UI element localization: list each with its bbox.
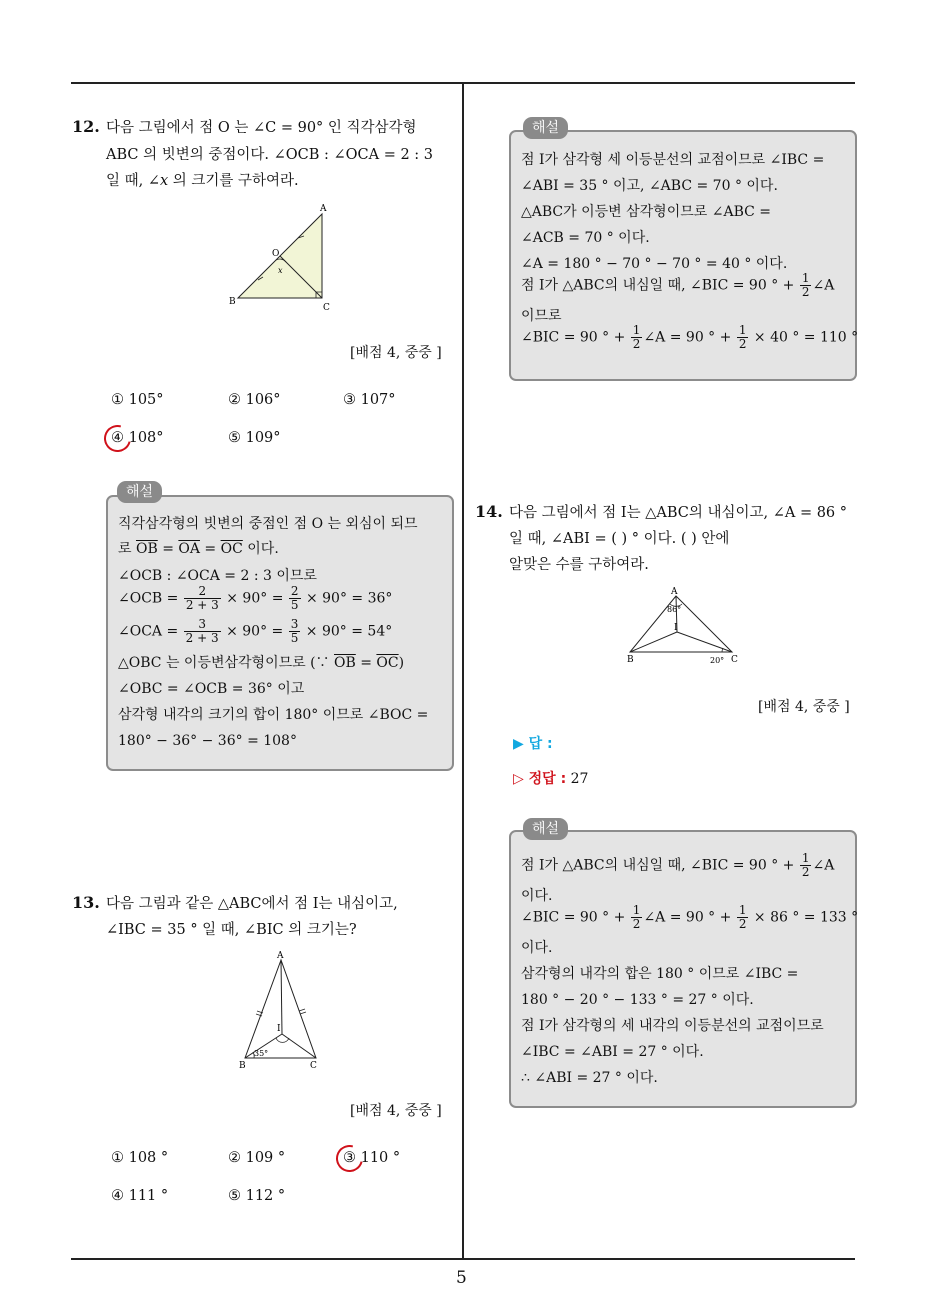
q13-choice-5[interactable]: ⑤ 112 ° xyxy=(228,1188,286,1204)
q12-fig-label-b: B xyxy=(229,297,236,307)
q13-choice-4[interactable]: ④ 111 ° xyxy=(111,1188,169,1204)
q13-sol-line-8: ∠BIC = 90 ° + $\frac{1}{2}$ ∠A = 90 ° + $\frac{1}{2}$ × 40 ° = 110 ° xyxy=(521,323,859,351)
q13-sol-line-2: ∠ABI = 35 ° 이고, ∠ABC = 70 ° 이다. xyxy=(521,178,778,194)
q12-sol-line-7: ∠OBC = ∠OCB = 36° 이고 xyxy=(118,681,305,697)
page-number: 5 xyxy=(456,1268,467,1288)
q13-score: [배점 4, 중중 ] xyxy=(350,1103,442,1119)
q13-sol-line-4: ∠ACB = 70 ° 이다. xyxy=(521,230,650,246)
q14-solution-tag: 해설 xyxy=(523,818,568,840)
q13-fig-label-a: A xyxy=(277,951,284,961)
q12-choice-2[interactable]: ② 106° xyxy=(228,392,281,408)
q13-sol-line-7: 이므로 xyxy=(521,308,562,324)
q14-fig-label-b: B xyxy=(627,655,634,665)
q13-fig-label-i: I xyxy=(277,1024,281,1034)
q12-number: 12. xyxy=(72,117,100,136)
q12-fig-label-a: A xyxy=(320,204,327,214)
q14-correct-label: ▷ 정답 : xyxy=(513,771,567,787)
q12-sol-line-2: 로 $\overline{OB} = \overline{OA} = \overline{OC}$ 이다. xyxy=(118,541,279,557)
q12-sol-line-4: ∠OCB = $\frac{2}{2 + 3}$ × 90° = $\frac{2}{5}$ × 90° = 36° xyxy=(118,584,393,612)
q12-sol-line-9: 180° − 36° − 36° = 108° xyxy=(118,733,297,749)
q13-sol-line-6: 점 I가 △ABC의 내심일 때, ∠BIC = 90 ° + $\frac{1}{2}$ ∠A xyxy=(521,271,835,299)
q12-sol-line-6: △OBC 는 이등변삼각형이므로 (∵ $\overline{OB} = \overline{OC}$) xyxy=(118,655,405,671)
q12-answer-circle-mark xyxy=(99,420,136,457)
q14-line-1: 다음 그림에서 점 I는 △ABC의 내심이고, ∠A = 86 ° xyxy=(509,505,848,521)
q14-line-3: 알맞은 수를 구하여라. xyxy=(509,557,649,573)
q14-sol-line-5: 삼각형의 내각의 합은 180 ° 이므로 ∠IBC = xyxy=(521,966,799,982)
q13-choice-3[interactable]: ③ 110 ° xyxy=(343,1150,401,1166)
q12-choice-5[interactable]: ⑤ 109° xyxy=(228,430,281,446)
q14-correct-value: 27 xyxy=(570,771,589,787)
q13-line-2: ∠IBC = 35 ° 일 때, ∠BIC 의 크기는? xyxy=(106,922,357,938)
q14-fig-label-i: I xyxy=(674,623,678,633)
q14-fig-label-a: A xyxy=(671,587,678,597)
q14-sol-line-4: 이다. xyxy=(521,940,553,956)
q13-figure xyxy=(234,950,330,1072)
q12-choice-1[interactable]: ① 105° xyxy=(111,392,164,408)
q12-sol-line-8: 삼각형 내각의 크기의 합이 180° 이므로 ∠BOC = xyxy=(118,707,429,723)
q12-choice-3[interactable]: ③ 107° xyxy=(343,392,396,408)
q13-fig-label-b: B xyxy=(239,1061,246,1071)
q12-line-2: ABC 의 빗변의 중점이다. ∠OCB : ∠OCA = 2 : 3 xyxy=(106,147,434,163)
q14-sol-line-1: 점 I가 △ABC의 내심일 때, ∠BIC = 90 ° + $\frac{1}{2}$ ∠A xyxy=(521,851,835,879)
q13-solution-tag: 해설 xyxy=(523,117,568,139)
q14-fig-label-angle-c: 20° xyxy=(710,656,725,665)
q14-sol-line-9: ∴ ∠ABI = 27 ° 이다. xyxy=(521,1070,658,1086)
q12-choice-4[interactable]: ④ 108° xyxy=(111,430,164,446)
column-divider xyxy=(462,83,464,1259)
bottom-rule xyxy=(71,1258,855,1260)
q13-number: 13. xyxy=(72,893,100,912)
q13-sol-line-5: ∠A = 180 ° − 70 ° − 70 ° = 40 ° 이다. xyxy=(521,256,788,272)
q13-choice-1[interactable]: ① 108 ° xyxy=(111,1150,169,1166)
q14-sol-line-6: 180 ° − 20 ° − 133 ° = 27 ° 이다. xyxy=(521,992,754,1008)
q14-figure xyxy=(622,582,748,670)
q12-sol-line-1: 직각삼각형의 빗변의 중점인 점 O 는 외심이 되므 xyxy=(118,516,418,532)
q14-sol-line-2: 이다. xyxy=(521,888,553,904)
q14-sol-line-7: 점 I가 삼각형의 세 내각의 이등분선의 교점이므로 xyxy=(521,1018,824,1034)
q13-fig-label-angle: 35° xyxy=(254,1049,269,1058)
q13-line-1: 다음 그림과 같은 △ABC에서 점 I는 내심이고, xyxy=(106,896,398,912)
q12-fig-label-o: O xyxy=(272,249,280,259)
q12-solution-tag: 해설 xyxy=(117,481,162,503)
q14-correct-answer xyxy=(513,768,588,788)
q13-sol-line-1: 점 I가 삼각형 세 이등분선의 교점이므로 ∠IBC = xyxy=(521,152,825,168)
q14-fig-label-c: C xyxy=(731,655,738,665)
q12-sol-line-5: ∠OCA = $\frac{3}{2 + 3}$ × 90° = $\frac{3}{5}$ × 90° = 54° xyxy=(118,617,393,645)
q13-answer-circle-mark xyxy=(331,1140,368,1177)
q12-sol-line-3: ∠OCB : ∠OCA = 2 : 3 이므로 xyxy=(118,568,317,584)
q12-fig-label-c: C xyxy=(323,303,330,313)
q14-fig-label-angle-a: 86° xyxy=(667,605,682,614)
q14-score: [배점 4, 중중 ] xyxy=(758,699,850,715)
q13-choice-2[interactable]: ② 109 ° xyxy=(228,1150,286,1166)
q14-number: 14. xyxy=(475,502,503,521)
q14-answer-label: ▶ 답 : xyxy=(513,736,553,752)
q14-sol-line-3: ∠BIC = 90 ° + $\frac{1}{2}$ ∠A = 90 ° + $\frac{1}{2}$ × 86 ° = 133 ° xyxy=(521,903,859,931)
q12-figure xyxy=(226,200,346,320)
q12-line-1: 다음 그림에서 점 O 는 ∠C = 90° 인 직각삼각형 xyxy=(106,120,417,136)
q14-line-2: 일 때, ∠ABI = ( ) ° 이다. ( ) 안에 xyxy=(509,531,730,547)
q12-line-3: 일 때, ∠𝑥 의 크기를 구하여라. xyxy=(106,173,299,189)
q13-fig-label-c: C xyxy=(310,1061,317,1071)
q14-sol-line-8: ∠IBC = ∠ABI = 27 ° 이다. xyxy=(521,1044,704,1060)
q13-sol-line-3: △ABC가 이등변 삼각형이므로 ∠ABC = xyxy=(521,204,772,220)
q12-fig-label-x: x xyxy=(278,266,283,275)
q12-score: [배점 4, 중중 ] xyxy=(350,345,442,361)
